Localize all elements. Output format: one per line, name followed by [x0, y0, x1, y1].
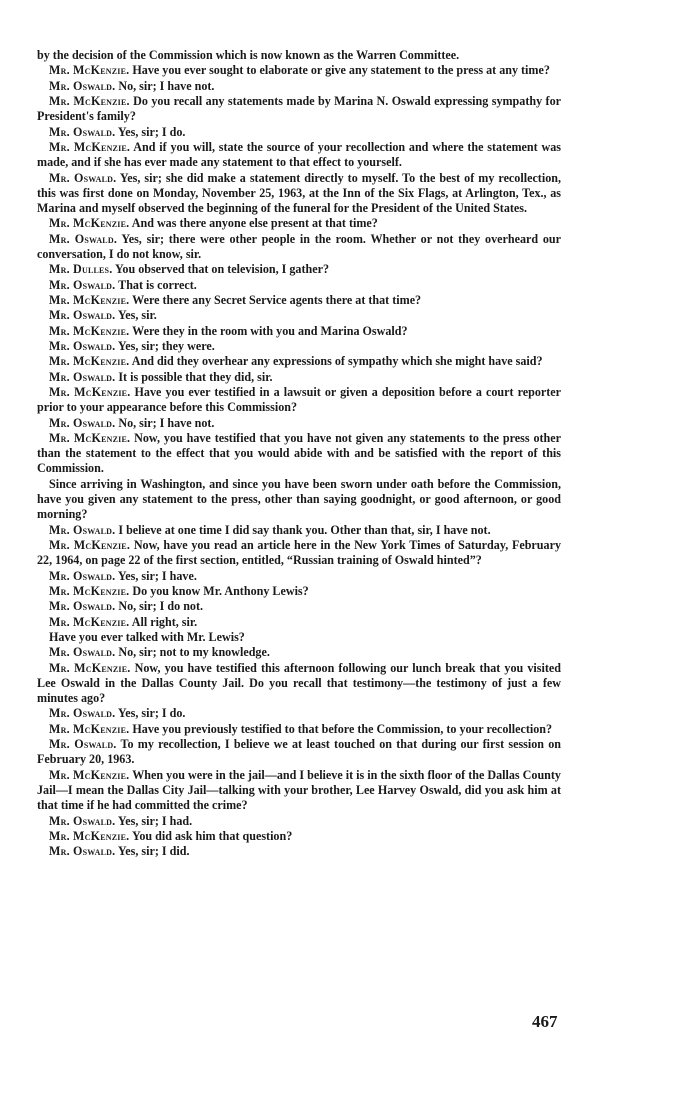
transcript-paragraph: [37, 416, 561, 431]
paragraph-text: No, sir; I have not.: [115, 78, 215, 93]
transcript-paragraph: [37, 737, 561, 768]
paragraph-text: Have you ever testified in a lawsuit or given a deposition before a court reporter prior to your appearance before this Commission?: [37, 384, 561, 415]
transcript-paragraph: [37, 599, 561, 614]
speaker-label: Mr. Oswald.: [49, 706, 116, 721]
paragraph-text: Were there any Secret Service agents there at that time?: [129, 293, 422, 307]
transcript-paragraph: [37, 171, 561, 217]
speaker-label: Mr. Oswald.: [49, 369, 116, 384]
speaker-label: Mr. Oswald.: [49, 568, 116, 583]
speaker-label: Mr. McKenzie.: [49, 323, 130, 338]
speaker-label: Mr. Oswald.: [49, 308, 116, 323]
transcript-paragraph: [37, 370, 561, 385]
transcript-paragraph: [37, 324, 561, 339]
paragraph-text: That is correct.: [115, 277, 197, 292]
speaker-label: Mr. McKenzie.: [49, 660, 131, 675]
transcript-paragraph: [37, 262, 561, 277]
paragraph-text: It is possible that they did, sir.: [115, 369, 273, 384]
paragraph-text: And if you will, state the source of your recollection and where the statement was made, and if she has ever made any statement to that effect to yourself.: [37, 139, 561, 170]
transcript-paragraph: [37, 79, 561, 94]
paragraph-text: No, sir; I do not.: [115, 599, 204, 614]
speaker-label: Mr. McKenzie.: [49, 767, 130, 782]
paragraph-text: Yes, sir; I had.: [115, 813, 193, 828]
speaker-label: Mr. McKenzie.: [49, 538, 131, 552]
speaker-label: Mr. McKenzie.: [49, 614, 130, 629]
transcript-paragraph: [37, 293, 561, 308]
speaker-label: Mr. McKenzie.: [49, 384, 131, 399]
transcript-paragraph: [37, 630, 561, 645]
transcript-paragraph: [37, 829, 561, 844]
paragraph-text: Now, you have testified this afternoon following our lunch break that you visited Lee Oswald in the Dallas County Jail. Do you recall that testimony—the testimony of just a few minutes ago?: [37, 660, 561, 706]
paragraph-text: No, sir; not to my knowledge.: [115, 645, 270, 660]
transcript-paragraph: [37, 584, 561, 599]
transcript-paragraph: [37, 63, 561, 78]
speaker-label: Mr. Oswald.: [49, 645, 116, 660]
speaker-label: Mr. Oswald.: [49, 599, 116, 614]
paragraph-text: To my recollection, I believe we at least touched on that during our first session on February 20, 1963.: [37, 737, 561, 767]
transcript-paragraph: [37, 645, 561, 660]
speaker-label: Mr. Oswald.: [49, 844, 116, 859]
transcript-paragraph: [37, 339, 561, 354]
speaker-label: Mr. McKenzie.: [49, 354, 130, 369]
page-number: 467: [532, 1012, 558, 1031]
paragraph-text: You did ask him that question?: [129, 828, 293, 843]
speaker-label: Mr. Oswald.: [49, 124, 116, 139]
transcript-body: [37, 48, 561, 860]
transcript-paragraph: [37, 661, 561, 707]
transcript-paragraph: [37, 385, 561, 416]
transcript-paragraph: [37, 706, 561, 721]
paragraph-text: Were they in the room with you and Marina Oswald?: [129, 323, 408, 338]
paragraph-text: Yes, sir; I have.: [115, 568, 197, 583]
paragraph-text: Have you ever sought to elaborate or give any statement to the press at any time?: [129, 63, 550, 78]
transcript-paragraph: [37, 354, 561, 369]
paragraph-text: Have you ever talked with Mr. Lewis?: [49, 629, 245, 644]
paragraph-text: Now, have you read an article here in the New York Times of Saturday, February 22, 1964, on page 22 of the first section, entitled, “Russian training of Oswald hinted”?: [37, 538, 561, 568]
paragraph-text: by the decision of the Commission which is now known as the Warren Committee.: [37, 48, 460, 62]
speaker-label: Mr. McKenzie.: [49, 63, 130, 78]
speaker-label: Mr. McKenzie.: [49, 828, 130, 843]
transcript-paragraph: [37, 523, 561, 538]
paragraph-text: Yes, sir; they were.: [115, 338, 215, 353]
transcript-paragraph: [37, 569, 561, 584]
transcript-paragraph: [37, 431, 561, 477]
transcript-paragraph: [37, 232, 561, 263]
transcript-paragraph: [37, 768, 561, 814]
paragraph-text: And did they overhear any expressions of sympathy which she might have said?: [129, 354, 543, 369]
paragraph-text: Yes, sir; I did.: [115, 844, 190, 859]
paragraph-text: When you were in the jail—and I believe it is in the sixth floor of the Dallas County Jail—I mean the Dallas City Jail—talking with your brother, Lee Harvey Oswald, did you ask him at that time if he had committed the crime?: [37, 767, 561, 813]
transcript-paragraph: [37, 477, 561, 523]
paragraph-text: No, sir; I have not.: [115, 415, 215, 430]
speaker-label: Mr. McKenzie.: [49, 583, 130, 598]
speaker-label: Mr. Oswald.: [49, 338, 116, 353]
paragraph-text: Yes, sir; she did make a statement directly to myself. To the best of my recollection, this was first done on Monday, November 25, 1963, at the Inn of the Six Flags, at Arlington, Tex., as Marina and myself observed the beginning of the funeral for the President of the United States.: [37, 170, 561, 216]
speaker-label: Mr. McKenzie.: [49, 293, 130, 307]
transcript-paragraph: [37, 278, 561, 293]
transcript-paragraph: [37, 125, 561, 140]
speaker-label: Mr. Oswald.: [49, 277, 116, 292]
transcript-paragraph: [37, 140, 561, 171]
paragraph-text: Have you previously testified to that before the Commission, to your recollection?: [129, 721, 553, 736]
paragraph-text: All right, sir.: [129, 614, 198, 629]
paragraph-text: Yes, sir; there were other people in the room. Whether or not they overheard our conversation, I do not know, sir.: [37, 231, 561, 262]
paragraph-text: Do you know Mr. Anthony Lewis?: [129, 583, 309, 598]
paragraph-text: Now, you have testified that you have not given any statements to the press other than the statement to the effect that you would abide with and be satisfied with the report of this Commission.: [37, 430, 561, 476]
speaker-label: Mr. Dulles.: [49, 262, 113, 277]
paragraph-text: I believe at one time I did say thank you. Other than that, sir, I have not.: [115, 522, 491, 537]
speaker-label: Mr. McKenzie.: [49, 721, 130, 736]
paragraph-text: Yes, sir; I do.: [115, 706, 186, 721]
transcript-paragraph: [37, 308, 561, 323]
speaker-label: Mr. McKenzie.: [49, 216, 130, 231]
transcript-paragraph: [37, 814, 561, 829]
transcript-paragraph: [37, 722, 561, 737]
paragraph-text: Since arriving in Washington, and since you have been sworn under oath before the Commission, have you given any statement to the press, other than saying goodnight, or good afternoon, or good morning?: [37, 476, 561, 522]
speaker-label: Mr. Oswald.: [49, 78, 116, 93]
paragraph-text: Yes, sir.: [115, 308, 157, 323]
speaker-label: Mr. Oswald.: [49, 737, 117, 752]
paragraph-text: Do you recall any statements made by Marina N. Oswald expressing sympathy for President's family?: [37, 93, 561, 124]
transcript-paragraph: [37, 48, 561, 63]
speaker-label: Mr. McKenzie.: [49, 93, 130, 108]
speaker-label: Mr. Oswald.: [49, 415, 116, 430]
paragraph-text: And was there anyone else present at that time?: [129, 216, 378, 231]
speaker-label: Mr. Oswald.: [49, 813, 116, 828]
transcript-paragraph: [37, 538, 561, 569]
transcript-paragraph: [37, 844, 561, 859]
speaker-label: Mr. McKenzie.: [49, 139, 131, 154]
transcript-paragraph: [37, 216, 561, 231]
transcript-paragraph: [37, 615, 561, 630]
speaker-label: Mr. Oswald.: [49, 231, 118, 246]
speaker-label: Mr. McKenzie.: [49, 430, 131, 445]
transcript-paragraph: [37, 94, 561, 125]
paragraph-text: Yes, sir; I do.: [115, 124, 186, 139]
speaker-label: Mr. Oswald.: [49, 522, 116, 537]
speaker-label: Mr. Oswald.: [49, 170, 117, 185]
paragraph-text: You observed that on television, I gather?: [112, 262, 330, 277]
